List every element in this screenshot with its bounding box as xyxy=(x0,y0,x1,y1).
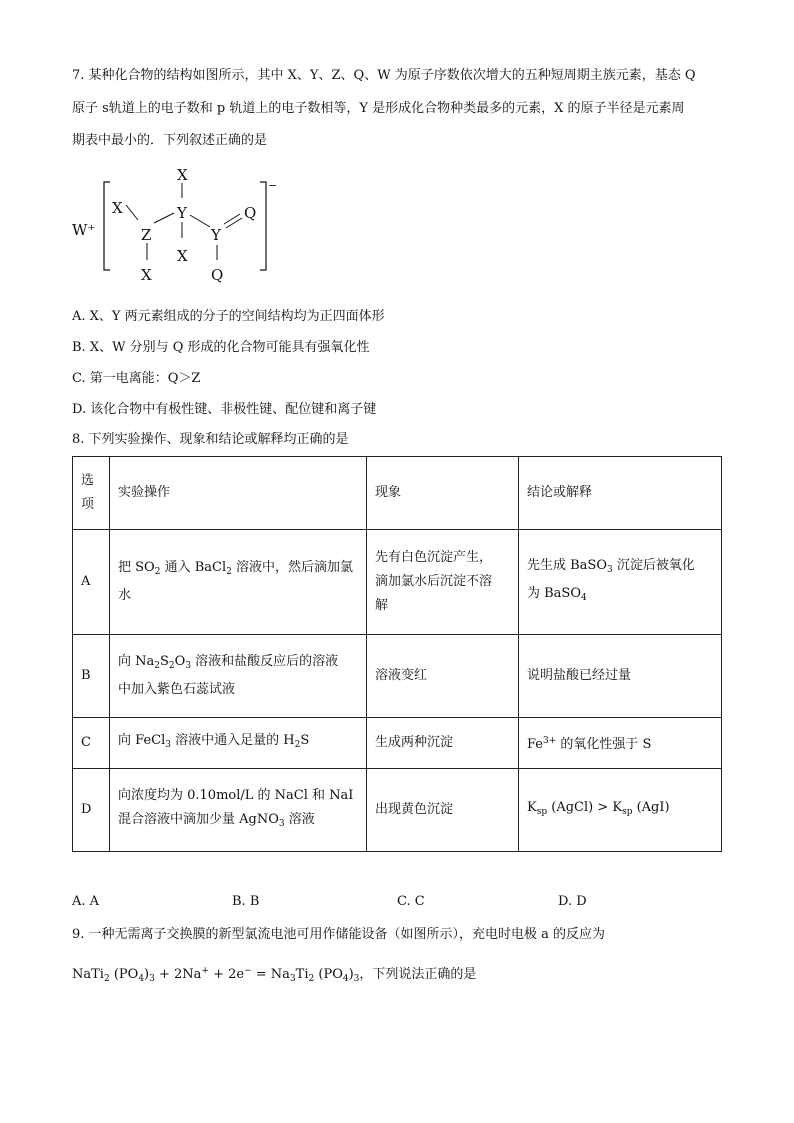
atom-x-bottom: X xyxy=(141,266,152,284)
row-option-label: B xyxy=(73,635,110,718)
header-conclusion: 结论或解释 xyxy=(519,457,722,530)
q7-stem-line2: 原子 s轨道上的电子数和 p 轨道上的电子数相等，Y 是形成化合物种类最多的元素，X 的原子半径是元素周 xyxy=(72,101,685,116)
q7-option-a: A. X、Y 两元素组成的分子的空间结构均为正四面体形 xyxy=(72,309,385,324)
row-operation: 把 $SO_2$ 通入 BaCl$_2$ 溶液中，然后滴加氯 水 xyxy=(110,530,367,635)
row-option-label: D xyxy=(73,769,110,852)
row-operation: 向 FeCl$_3$ 溶液中通入足量的 $H_2S$ xyxy=(110,718,367,769)
experiment-table xyxy=(72,456,722,852)
row-conclusion: 说明盐酸已经过量 xyxy=(519,635,722,718)
compound-structure-diagram xyxy=(72,160,292,295)
q7-option-c: C. 第一电离能：Q＞Z xyxy=(72,371,201,386)
cation-w: W⁺ xyxy=(72,221,96,239)
q7-option-d: D. 该化合物中有极性键、非极性键、配位键和离子键 xyxy=(72,402,377,417)
atom-z: Z xyxy=(141,226,152,244)
row-option-label: C xyxy=(73,718,110,769)
q8-answer-b: B. B xyxy=(232,894,260,909)
table-row xyxy=(73,635,722,718)
q8-answer-d: D. D xyxy=(558,894,587,909)
q8-answer-choices xyxy=(72,894,632,912)
row-option-label: A xyxy=(73,530,110,635)
q7-stem-line1: 7. 某种化合物的结构如图所示，其中 X、Y、Z、Q、W 为原子序数依次增大的五种短周期主族元素，基态 Q xyxy=(72,68,696,83)
q7-option-b: B. X、W 分别与 Q 形成的化合物可能具有强氧化性 xyxy=(72,340,370,355)
atom-q-double: Q xyxy=(244,204,257,222)
q8-stem: 8. 下列实验操作、现象和结论或解释均正确的是 xyxy=(72,432,349,447)
q9-equation: NaTi$_2$ $(PO_4)_3 + 2Na^+ + 2e^- = Na_3Ti_2$ $(PO_4)_3$，下列说法正确的是 xyxy=(72,966,477,984)
q9-stem: 9. 一种无需离子交换膜的新型氯流电池可用作储能设备（如图所示），充电时电极 a 的反应为 xyxy=(72,927,606,942)
row-operation: 向浓度均为 0.10mol/L 的 NaCl 和 NaI 混合溶液中滴加少量 AgNO$_3$ 溶液 xyxy=(110,769,367,852)
q7-stem-line3: 期表中最小的．下列叙述正确的是 xyxy=(72,133,268,148)
header-operation: 实验操作 xyxy=(110,457,367,530)
atom-x-below-center: X xyxy=(177,247,188,265)
row-phenomenon: 先有白色沉淀产生， 滴加氯水后沉淀不溶 解 xyxy=(367,530,519,635)
table-row xyxy=(73,718,722,769)
row-operation: 向 $Na_2S_2O_3$ 溶液和盐酸反应后的溶液 中加入紫色石蕊试液 xyxy=(110,635,367,718)
atom-x-top: X xyxy=(177,166,188,184)
row-conclusion: 先生成 BaSO$_3$ 沉淀后被氧化 为 BaSO$_4$ xyxy=(519,530,722,635)
q8-answer-a: A. A xyxy=(72,894,100,909)
q8-answer-c: C. C xyxy=(397,894,425,909)
header-option: 选 项 xyxy=(73,457,110,530)
atom-y-center: Y xyxy=(177,204,187,222)
row-conclusion: $Fe^{3+}$ 的氧化性强于 S xyxy=(519,718,722,769)
atom-y-right: Y xyxy=(211,226,221,244)
table-row xyxy=(73,530,722,635)
atom-x-left: X xyxy=(112,199,123,217)
row-phenomenon: 溶液变红 xyxy=(367,635,519,718)
table-header-row xyxy=(73,457,722,530)
row-phenomenon: 生成两种沉淀 xyxy=(367,718,519,769)
header-phenomenon: 现象 xyxy=(367,457,519,530)
table-row xyxy=(73,769,722,852)
atom-q-bottom: Q xyxy=(211,266,224,284)
anion-charge: − xyxy=(268,179,278,192)
row-phenomenon: 出现黄色沉淀 xyxy=(367,769,519,852)
row-conclusion: $K_{sp}$ (AgCl) > $K_{sp}$ (AgI) xyxy=(519,769,722,852)
